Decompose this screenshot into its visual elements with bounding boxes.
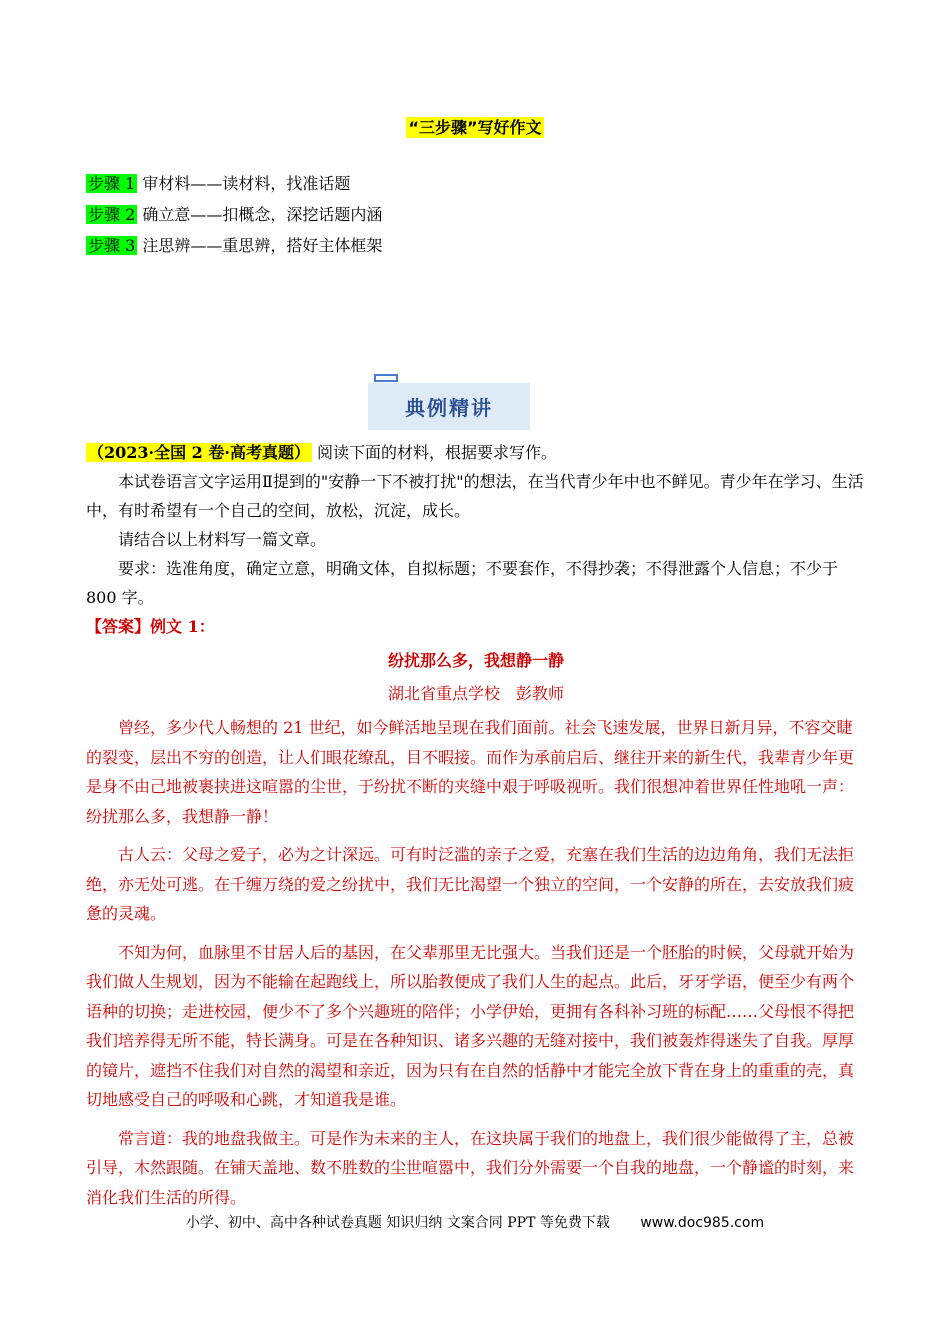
- footer-text: 小学、初中、高中各种试卷真题 知识归纳 文案合同 PPT 等免费下载: [185, 1215, 610, 1231]
- steps-list: [86, 172, 382, 265]
- banner-box: [368, 383, 530, 430]
- essay-paragraph: 常言道：我的地盘我做主。可是作为未来的主人，在这块属于我们的地盘上，我们很少能做得了主，总被引导，木然跟随。在铺天盖地、数不胜数的尘世喧嚣中，我们分外需要一个自我的地盘，一个静谧的时刻，来消化我们生活的所得。: [86, 1128, 855, 1207]
- essay-paragraph: 古人云：父母之爱子，必为之计深远。可有时泛滥的亲子之爱，充塞在我们生活的边边角角，我们无法拒绝，亦无处可逃。在千缠万绕的爱之纷扰中，我们无比渴望一个独立的空间，一个安静的所在，去安放我们疲惫的灵魂。: [86, 845, 855, 923]
- step-label: 步骤 1: [88, 174, 136, 193]
- question-prompt: 请结合以上材料写一篇文章。: [118, 530, 327, 549]
- page-title-text: “三步骤”写好作文: [408, 118, 542, 137]
- step-label: 步骤 2: [88, 205, 136, 224]
- essay-title: 纷扰那么多，我想静一静: [387, 651, 564, 670]
- step-text: 注思辨——重思辨，搭好主体框架: [142, 236, 383, 255]
- question-header: [86, 438, 866, 467]
- page-title: [0, 115, 950, 138]
- section-banner: [368, 374, 530, 430]
- main-content: [86, 438, 866, 1221]
- step-item: [86, 234, 382, 265]
- footer-url[interactable]: www.doc985.com: [640, 1215, 765, 1231]
- banner-decoration: [374, 374, 398, 382]
- step-item: [86, 203, 382, 234]
- essay-paragraph: 不知为何，血脉里不甘居人后的基因，在父辈那里无比强大。当我们还是一个胚胎的时候，父母就开始为我们做人生规划，因为不能输在起跑线上，所以胎教便成了我们人生的起点。此后，牙牙学语，便至少有两个语种的切换；走进校园，便少不了多个兴趣班的陪伴；小学伊始，更拥有各科补习班的标配……父母恨不得把我们培养得无所不能，特长满身。可是在各种知识、诸多兴趣的无缝对接中，我们被轰炸得迷失了自我。厚厚的镜片，遮挡不住我们对自然的渴望和亲近，因为只有在自然的恬静中才能完全放下背在身上的重重的壳，真切地感受自己的呼吸和心跳，才知道我是谁。: [86, 942, 855, 1109]
- essay-paragraph: 曾经，多少代人畅想的 21 世纪，如今鲜活地呈现在我们面前。社会飞速发展，世界日新月异，不容交睫的裂变，层出不穷的创造，让人们眼花缭乱，目不暇接。而作为承前启后、继往开来的新生代，我辈青少年更是身不由己地被裹挟进这喧嚣的尘世，于纷扰不断的夹缝中艰于呼吸视听。我们很想冲着世界任性地吼一声：纷扰那么多，我想静一静！: [86, 718, 855, 826]
- page-footer: [0, 1212, 950, 1232]
- question-source: （2023·全国 2 卷·高考真题）: [88, 443, 310, 462]
- question-material: 本试卷语言文字运用Ⅱ提到的"安静一下不被打扰"的想法，在当代青少年中也不鲜见。青少年在学习、生活中，有时希望有一个自己的空间，放松，沉淀，成长。: [86, 472, 864, 520]
- step-text: 审材料——读材料，找准话题: [142, 174, 351, 193]
- banner-text: 典例精讲: [405, 396, 493, 420]
- essay-author: 湖北省重点学校 彭教师: [387, 684, 564, 703]
- step-label: 步骤 3: [88, 236, 136, 255]
- step-text: 确立意——扣概念，深挖话题内涵: [142, 205, 383, 224]
- question-requirement: 要求：选准角度，确定立意，明确文体，自拟标题；不要套作，不得抄袭；不得泄露个人信息；不少于 800 字。: [86, 559, 839, 607]
- step-item: [86, 172, 382, 203]
- answer-label: 【答案】例文 1：: [86, 617, 215, 636]
- question-instruction: 阅读下面的材料，根据要求写作。: [317, 443, 558, 462]
